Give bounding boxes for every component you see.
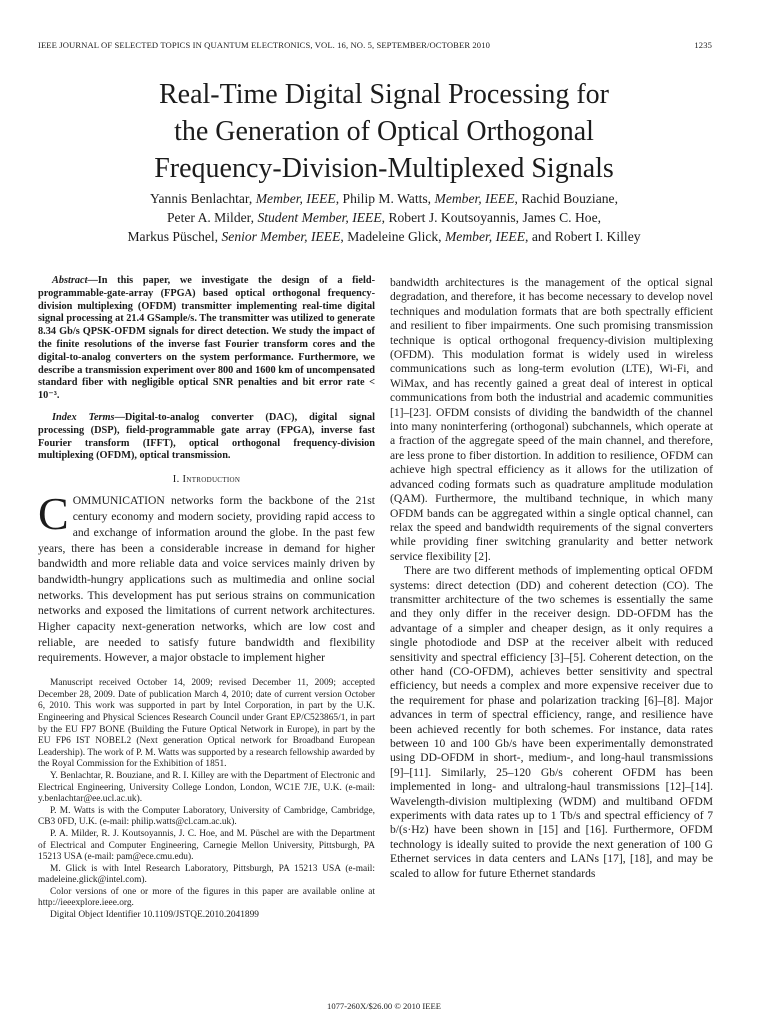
- paper-title: [0, 76, 768, 187]
- right-column: [390, 276, 713, 881]
- section-heading: [38, 473, 375, 487]
- footnote: Color versions of one or more of the figures in this paper are available online at http://ieeexplore.ieee.org.: [38, 886, 375, 909]
- author-membership: Member, IEEE: [434, 191, 515, 206]
- author-membership: Senior Member, IEEE: [221, 229, 341, 244]
- index-terms-label: Index Terms: [52, 411, 115, 423]
- body-paragraph: There are two different methods of implementing optical OFDM systems: direct detection (DD) and coherent detection (CO). The transmitter architecture of the two schemes is essentially the same and they only differ in the receiver design. DD-OFDM has the advantage of a simpler and cheaper design, as it only requires a single photodiode and DSP at the receiver albeit with reduced sensitivity and spectral efficiency [3]–[5]. Coherent detection, on the other hand (CO-OFDM), achieves better sensitivity and spectral efficiency, but needs a complex and more expensive receiver due to the requirement for phase and polarization tracking [6]–[8]. Major advances in term of spectral efficiency, range, and resilience have been achieved recently for both schemes. For instance, data rates between 10 and 100 Gb/s have been experimentally demonstrated using DD-OFDM in short-, medium-, and long-haul transmissions [9]–[11]. Similarly, 25–120 Gb/s coherent OFDM has been implemented in long- and ultralong-haul transmissions [12]–[14]. Wavelength-division multiplexing (WDM) and multiband OFDM experiments with data rates up to 1 Tb/s and spectral efficiency of 7 b/(s·Hz) have been shown in [15] and [16]. Furthermore, OFDM technology is ideally suited to provide the next generation of 100 G Ethernet services in data centers and LANs [17], [18], and may be scaled to allow for future Ethernet standards: [390, 564, 713, 880]
- footnotes: [38, 678, 375, 921]
- author-line: [0, 189, 768, 208]
- footnote: Manuscript received October 14, 2009; revised December 11, 2009; accepted December 28, 2009. Date of publication March 4, 2010; date of current version October 6, 2010. This work was supported in part by Intel Corporation, in part by the U.K. Engineering and Physical Sciences Research Council under Grant EP/C523865/1, in part by the EU FP7 BONE (Building the Future Optical Network in Europe), in part by the EU FP6 IST NOBEL2 (Next generation Optical network for Broadband European Leadership). The work of P. M. Watts was supported by a research fellowship awarded by the Royal Commission for the Exhibition of 1851.: [38, 678, 375, 770]
- author-name: , Rachid Bouziane,: [514, 191, 618, 206]
- author-list: [0, 189, 768, 246]
- title-line: Real-Time Digital Signal Processing for: [158, 79, 610, 110]
- running-header: [38, 40, 712, 50]
- title-line: the Generation of Optical Orthogonal: [174, 116, 594, 147]
- left-column: [38, 275, 375, 922]
- author-name: Yannis Benlachtar,: [150, 191, 253, 206]
- author-membership: Student Member, IEEE: [257, 210, 382, 225]
- journal-name: IEEE JOURNAL OF SELECTED TOPICS IN QUANTUM ELECTRONICS, VOL. 16, NO. 5, SEPTEMBER/OCTOBER 2010: [38, 40, 490, 50]
- author-membership: Member, IEEE: [444, 229, 526, 244]
- section-number: I.: [172, 474, 180, 486]
- author-name: , Robert J. Koutsoyannis, James C. Hoe,: [381, 210, 602, 225]
- page-footer: 1077-260X/$26.00 © 2010 IEEE: [327, 1001, 441, 1011]
- author-name: , and Robert I. Killey: [525, 229, 641, 244]
- author-name: Markus Püschel,: [127, 229, 219, 244]
- author-line: [0, 227, 768, 246]
- drop-cap: C: [38, 488, 69, 540]
- title-line: Frequency-Division-Multiplexed Signals: [154, 153, 614, 184]
- author-membership: Member, IEEE: [255, 191, 336, 206]
- index-terms: [38, 412, 375, 463]
- abstract-label: Abstract: [52, 275, 88, 286]
- page-number: 1235: [694, 40, 712, 50]
- abstract-text: —In this paper, we investigate the design of a field-programmable-gate-array (FPGA) based optical orthogonal frequency-division multiplexing (OFDM) transmitter implementing real-time digital signal processing at 21.4 GSample/s. The transmitter was utilized to generate 8.34 Gb/s QPSK-OFDM signals for direct detection. We study the impact of the finite resolutions of the inverse fast Fourier transform cores and the digital-to-analog converters on the system performance. Furthermore, we describe a transmission experiment over 800 and 1600 km of uncompensated standard fiber with negligible optical SNR penalties and bit error rate < 10⁻³.: [38, 275, 375, 402]
- footnote: Y. Benlachtar, R. Bouziane, and R. I. Killey are with the Department of Electronic and Electrical Engineering, University College London, London, WC1E 7JE, U.K. (e-mail: y.benlachtar@ee.ucl.ac.uk).: [38, 770, 375, 805]
- author-line: [0, 208, 768, 227]
- footnote: Digital Object Identifier 10.1109/JSTQE.2010.2041899: [50, 910, 259, 921]
- author-name: Peter A. Milder,: [166, 210, 255, 225]
- index-terms-text: —Digital-to-analog converter (DAC), digital signal processing (DSP), field-programmable gate array (FPGA), inverse fast Fourier transform (IFFT), optical orthogonal frequency-division multiplexing (OFDM), optical transmission.: [38, 411, 375, 462]
- author-name: , Philip M. Watts,: [335, 191, 432, 206]
- footnote: P. M. Watts is with the Computer Laboratory, University of Cambridge, Cambridge, CB3 0FD, U.K. (e-mail: philip.watts@cl.cam.ac.uk).: [38, 805, 375, 828]
- intro-text: OMMUNICATION networks form the backbone of the 21st century economy and modern society, providing rapid access to and exchange of information around the globe. In the past few years, there has been a considerable increase in demand for higher bandwidth and more reliable data and voice services mainly driven by bandwidth-hungry applications such as multimedia and online social networks. This development has put serious strains on communication networks and exposed the limitations of current network architectures. Higher capacity next-generation networks, which are low cost and reliable, are needed to satisfy future bandwidth and flexibility requirements. However, a major obstacle to implement higher: [38, 494, 375, 665]
- footnote: M. Glick is with Intel Research Laboratory, Pittsburgh, PA 15213 USA (e-mail: madeleine.glick@intel.com).: [38, 863, 375, 886]
- abstract: [38, 275, 375, 403]
- section-title: Introduction: [182, 474, 241, 486]
- intro-paragraph: [38, 488, 375, 666]
- author-name: , Madeleine Glick,: [340, 229, 442, 244]
- footnote: P. A. Milder, R. J. Koutsoyannis, J. C. Hoe, and M. Püschel are with the Department of Electrical and Computer Engineering, Carnegie Mellon University, Pittsburgh, PA 15213 USA (e-mail: pam@ece.cmu.edu).: [38, 828, 375, 863]
- body-paragraph: bandwidth architectures is the management of the optical signal degradation, and therefore, it has become necessary to develop novel techniques and modulation formats that are both spectrally efficient and resilient to fiber impairments. One such promising transmission technique is optical orthogonal frequency-division multiplexing (OFDM). This modulation format is widely used in wireless communications such as long-term evolution (LTE), Wi-Fi, and WiMax, and has recently gained a great deal of interest in optical communications from both the industrial and academic communities [1]–[23]. OFDM consists of dividing the bandwidth of the channel into many noninterfering (orthogonal) subchannels, which operate at a fraction of the aggregate speed of the main channel, and therefore, are less prone to fiber distortion. In addition to resilience, OFDM can achieve high spectral efficiency as it allows for the utilization of advanced coding formats such as quadrature amplitude modulation (QAM). Furthermore, the multiband technique, in which many OFDM bands can be aggregated within a single optical channel, can relax the speed and bandwidth requirements of the signal converters while providing finer switching granularity and better network service flexibility [2].: [390, 276, 713, 563]
